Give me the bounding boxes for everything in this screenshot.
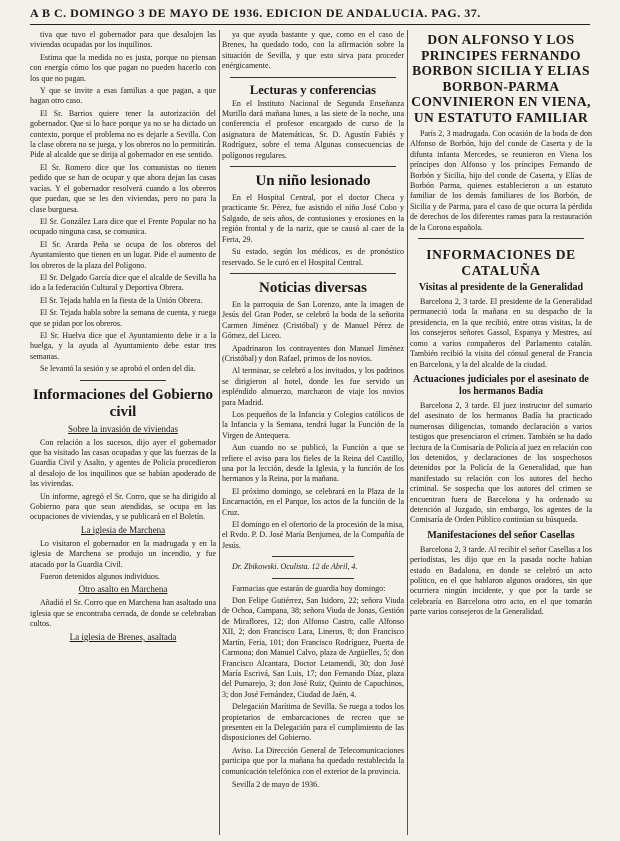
divider xyxy=(272,556,354,557)
column-rule xyxy=(407,30,408,835)
paragraph: París 2, 3 madrugada. Con ocasión de la boda de don Alfonso de Borbón, hijo del conde de Caserta y de la difunta infanta Mercedes, se reunieron en Viena los príncipes don Alfonso y los príncipes Fernando de Borbón y Sicilia, hijo del conde de Caserta, y Elías de Borbón Parma, quienes establecieron a un estatuto familiar de los demás familiares de los Borbón, de Sicilia y de Parma, para el caso de que ocurra la pérdida de derechos de los diferentes ramas para la restauración de la Corona española. xyxy=(410,129,592,232)
paragraph: El domingo en el ofertorio de la procesión de la misa, el Rvdo. P. D. José María Benjumea, de la Compañía de Jesús. xyxy=(222,520,404,550)
headline-gobierno-civil: Informaciones del Gobierno civil xyxy=(33,386,213,420)
paragraph: Un informe, agregó el Sr. Corro, que se ha dirigido al Gobierno para que sean atendidas, se ocupa en las ocupaciones de viviendas, y se publicará en el Boletín. xyxy=(30,491,216,522)
paragraph: El Sr. Huelva dice que el Ayuntamiento debe ir a la huelga, y la ayuda al Ayuntamiento debe estar tres semanas. xyxy=(30,330,216,361)
divider xyxy=(80,380,166,381)
headline-nino-lesionado: Un niño lesionado xyxy=(255,173,371,190)
paragraph: Se levantó la sesión y se aprobó el orden del día. xyxy=(40,364,196,374)
paragraph: Y que se invite a esas familias a que pagan, a que hagan otro caso. xyxy=(30,86,216,106)
paragraph: En el Instituto Nacional de Segunda Enseñanza Murillo dará mañana lunes, a las siete de la noche, una conferencia el profesor encargado de curso de la asignatura de Matemáticas, Sr. D. Agustín Fabiés y Rodríguez, sobre el tema Algunas consecuencias de polígonos regulares. xyxy=(222,98,404,160)
subheading-marchena: La iglesia de Marchena xyxy=(80,524,166,535)
divider xyxy=(230,273,396,274)
page-header: A B C. DOMINGO 3 DE MAYO DE 1936. EDICION DE ANDALUCIA. PAG. 37. xyxy=(30,6,481,20)
divider xyxy=(418,238,584,239)
divider xyxy=(272,578,354,579)
paragraph: Añadió el Sr. Corro que en Marchena han asaltado una iglesia que se encontraba cerrada, de donde se celebraban cultos. xyxy=(30,598,216,629)
paragraph: Aun cuando no se publicó, la Función a que se refiere el aviso para los fieles de la Reina del Castillo, una por la lección, desde la Iglesia, y la función de los hermanos y la Reina, por la mañana. xyxy=(222,443,404,484)
paragraph: Lo visitaron el gobernador en la madrugada y en la iglesia de Marchena se produjo un incendio, y fue atacado por la Guardia Civil. xyxy=(30,538,216,569)
paragraph: Al terminar, se celebró a los invitados, y los padrinos se dirigieron al hotel, donde les fue servido un espléndido almuerzo, marcharon de viaje los novios para Madrid. xyxy=(222,366,404,407)
paragraph: Los pequeños de la Infancia y Colegios católicos de la Infancia y la Semana, tendrá lugar la Función de la Virgen de Antequera. xyxy=(222,409,404,440)
paragraph: El Sr. Delgado García dice que el alcalde de Sevilla ha ido a la federación Cultural y Deportiva Obrera. xyxy=(30,272,216,293)
paragraph: Dr. Zbikowski. Oculista. 12 de Abril, 4. xyxy=(232,562,358,572)
headline-cataluna: INFORMACIONES DE CATALUÑA xyxy=(426,247,576,278)
divider xyxy=(230,166,396,167)
header-rule xyxy=(30,24,590,25)
subheading-casellas: Manifestaciones del señor Casellas xyxy=(427,529,575,541)
subheading-otro-asalto: Otro asalto en Marchena xyxy=(78,584,168,595)
paragraph: En la parroquia de San Lorenzo, ante la imagen de Jesús del Gran Poder, se celebró la boda de la señorita Carmen Jiménez (Cristóbal) y de Manuel Pérez de Gómez, del Liceo. xyxy=(222,299,404,341)
paragraph: tiva que tuvo el gobernador para que desalojen las viviendas ocupadas por los inquilinos. xyxy=(30,30,216,50)
paragraph: Apadrinaron los contrayentes don Manuel Jiménez (Cristóbal) y don Rafael, primos de los novios. xyxy=(222,343,404,363)
paragraph: El Sr. Ararda Peña se ocupa de los obreros del Ayuntamiento que tienen en un lugar. Pide el aumento de los obreros de la plaza del Polígono. xyxy=(30,239,216,270)
paragraph: Su estado, según los médicos, es de pronóstico reservado. Se le curó en el Hospital Central. xyxy=(222,247,404,267)
subheading-badia: Actuaciones judiciales por el asesinato de los hermanos Badía xyxy=(413,373,589,397)
paragraph: ya que ayuda bastante y que, como en el caso de Brenes, ha quedado todo, con la afirmación sobre la situación de Sevilla, y que esto sirva para proceder enérgicamente. xyxy=(222,30,404,71)
column-1 xyxy=(30,30,216,835)
divider xyxy=(230,77,396,78)
paragraph: Estima que la medida no es justa, porque no piensan con energía cómo los que pagan no pueden hacerlo con los que no pagan. xyxy=(30,52,216,83)
paragraph: Farmacias que estarán de guardia hoy domingo: xyxy=(232,583,386,593)
paragraph: Don Felipe Gutiérrez, San Isidoro, 22; señora Viuda de Ochoa, Campana, 38; señora Viuda de Jonas, Gestión de Miraflores, 12; don Alfonso Castro, calle Alfonso XII, 2; don Francisco Lara, Lineros, 8; don Francisco Martín, Feria, 101; don Francisco Rodríguez, Puerta de Carmona; don Manuel Calvo, plaza de Argüelles, 5; don Francisco Alcantara, Doctor Letamendi, 30; don José María Escrivá, San Luis, 17; don Fernando Díaz, plaza del Pumarejo, 3; don José Ruiz, Quinto de Capuchinos, 3; don José Fernández, Ciudad de Jaén, 4. xyxy=(222,596,404,699)
article-council xyxy=(30,30,216,375)
headline-noticias-diversas: Noticias diversas xyxy=(259,279,367,296)
paragraph: Fueron detenidos algunos individuos. xyxy=(40,572,160,582)
column-2 xyxy=(222,30,404,835)
paragraph: El Sr. Romero dice que los comunistas no tienen pedido que se han de ocupar y que ahora dejan las casas vacías. Y el gobernador resolverá cuando a los obreros que puedan, que se les den viviendas, pero no para la clase burguesa. xyxy=(30,162,216,214)
paragraph: El Sr. González Lara dice que el Frente Popular no ha ocupado ninguna casa, se comunica. xyxy=(30,216,216,237)
subheading-visitas: Visitas al presidente de la Generalidad xyxy=(418,282,584,294)
paragraph: El Sr. Tejada habla sobre la semana de cuenta, y ruega que se pidan por los obreros. xyxy=(30,308,216,328)
dateline: Sevilla 2 de mayo de 1936. xyxy=(232,779,320,789)
column-3 xyxy=(410,30,592,835)
paragraph: El Sr. Tejada habla en la fiesta de la Unión Obrera. xyxy=(40,295,203,305)
paragraph: El próximo domingo, se celebrará en la Plaza de la Encarnación, en el Parque, los actos de la función de la Cruz. xyxy=(222,486,404,517)
paragraph: Barcelona 2, 3 tarde. El presidente de la Generalidad permaneció toda la mañana en su despacho de la presidencia, en la que recibió, entre otras visitas, la de los consejeros señores Gassol, Espanya y Mestres, así como a varios compañeros del Parlamento catalán. También recibió la visita del cónsul general de Francia en Barcelona, y la del alcalde de la ciudad. xyxy=(410,297,592,369)
paragraph: Barcelona 2, 3 tarde. Al recibir el señor Casellas a los periodistas, les dijo que en la pasada noche habían estado en Badalona, en donde se celebró un acto político, en el que hablaron algunos oradores, sin que ocurriera ningún incidente, y que por la tarde se celebraría en Barcelona otro acto, en el que tomarán parte varios consejeros de la Generalidad. xyxy=(410,544,592,617)
subheading-invasion: Sobre la invasión de viviendas xyxy=(68,423,178,434)
column-rule xyxy=(219,30,220,835)
headline-don-alfonso: DON ALFONSO Y LOS PRINCIPES FERNANDO BORBON SICILIA Y ELIAS BORBON-PARMA CONVINIERON EN VIENA, UN ESTATUTO FAMILIAR xyxy=(411,32,591,125)
paragraph: El Sr. Barrios quiere tener la autorización del gobernador. Que si lo hace porque ya no se ha dictado un contexto, porque el problema no es dejarle a Sevilla. Con la clase obrera no se juega, y los obreros no lo permitirán. Pide al alcalde que se dirija al gobernador en ese sentido. xyxy=(30,108,216,160)
headline-lecturas: Lecturas y conferencias xyxy=(249,82,377,97)
paragraph: Barcelona 2, 3 tarde. El juez instructor del sumario del asesinato de los hermanos Badía ha practicado numerosas diligencias, tomando declaración a varios testigos que presenciaron el crimen. También se ha dado lectura de la Comisaría de Policía al juez en relación con los detenidos, y declaraciones de los sospechosos detenidos por la Policía de la Generalidad, que han manifestado su relación con los autores del hecho criminal. Se sospecha que los autores del crimen se encuentran fuera de Barcelona y ha ordenado su detención al Juzgado, sin embargo, los agentes de la Comisaría de Orden Público continúan su búsqueda. xyxy=(410,400,592,525)
paragraph: Con relación a los sucesos, dijo ayer el gobernador que ha visitado las casas ocupadas y que las fuerzas de la Guardia Civil y Asalto, y agentes de Policía procedieron al desalojo de los inquilinos que se habían apoderado de las viviendas. xyxy=(30,437,216,489)
subheading-brenes: La iglesia de Brenes, asaltada xyxy=(69,631,177,642)
paragraph: Aviso. La Dirección General de Telecomunicaciones participa que por la mañana ha quedado restablecida la comunicación telefónica con el exterior de la provincia. xyxy=(222,745,404,776)
paragraph: Delegación Marítima de Sevilla. Se ruega a todos los propietarios de embarcaciones de recreo que se presenten en la Delegación para el cumplimiento de las disposiciones del Gobierno. xyxy=(222,702,404,743)
paragraph: En el Hospital Central, por el doctor Checa y practicante Sr. Pérez, fue asistido el niño José Cobo y Salgado, de seis años, de contusiones y erosiones en la región frontal y de la nariz, que se causó al caer de la Feria, 29. xyxy=(222,193,404,244)
